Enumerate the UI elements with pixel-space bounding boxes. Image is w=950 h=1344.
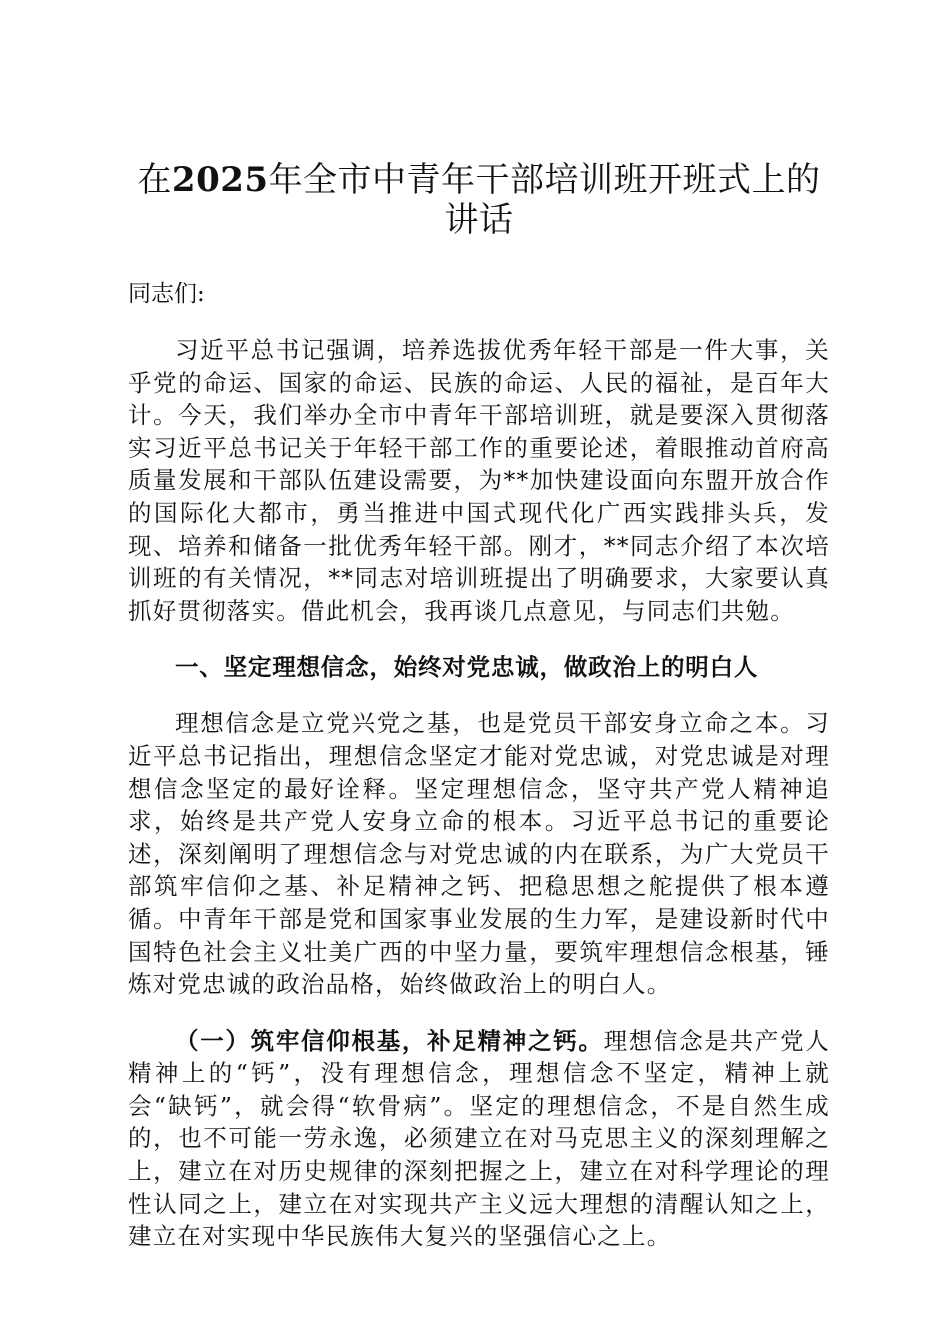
subsection-heading-1: （一）筑牢信仰根基，补足精神之钙。 bbox=[175, 1026, 604, 1055]
salutation: 同志们: bbox=[128, 281, 205, 307]
title-suffix: 年全市中青年干部培训班开班式上的讲话 bbox=[268, 160, 821, 240]
paragraph-section-1: 理想信念是立党兴党之基，也是党员干部安身立命之本。习近平总书记指出，理想信念坚定才能对党忠诚，对党忠诚是对理想信念坚定的最好诠释。坚定理想信念，坚守共产党人精神追求，始终是共产党人安身立命的根本。习近平总书记的重要论述，深刻阐明了理想信念与对党忠诚的内在联系，为广大党员干部筑牢信仰之基、补足精神之钙、把稳思想之舵提供了根本遵循。中青年干部是党和国家事业发展的生力军，是建设新时代中国特色社会主义壮美广西的中坚力量，要筑牢理想信念根基，锤炼对党忠诚的政治品格，始终做政治上的明白人。 bbox=[128, 709, 830, 999]
document-title bbox=[128, 160, 830, 240]
document-page bbox=[128, 160, 830, 1253]
section-heading-1: 一、坚定理想信念，始终对党忠诚，做政治上的明白人 bbox=[175, 653, 759, 682]
title-year: 2025 bbox=[171, 160, 269, 200]
subsection-body-1: 理想信念是共产党人精神上的“钙”，没有理想信念，理想信念不坚定，精神上就会“缺钙”，就会得“软骨病”。坚定的理想信念，不是自然生成的，也不可能一劳永逸，必须建立在对马克思主义的深刻理解之上，建立在对历史规律的深刻把握之上，建立在对科学理论的理性认同之上，建立在对实现共产主义远大理想的清醒认知之上，建立在对实现中华民族伟大复兴的坚强信心之上。 bbox=[128, 1026, 830, 1251]
paragraph-subsection-1 bbox=[128, 1025, 830, 1253]
title-prefix: 在 bbox=[137, 160, 172, 200]
paragraph-intro: 习近平总书记强调，培养选拔优秀年轻干部是一件大事，关乎党的命运、国家的命运、民族的命运、人民的福祉，是百年大计。今天，我们举办全市中青年干部培训班，就是要深入贯彻落实习近平总书记关于年轻干部工作的重要论述，着眼推动首府高质量发展和干部队伍建设需要，为**加快建设面向东盟开放合作的国际化大都市，勇当推进中国式现代化广西实践排头兵，发现、培养和储备一批优秀年轻干部。刚才，**同志介绍了本次培训班的有关情况，**同志对培训班提出了明确要求，大家要认真抓好贯彻落实。借此机会，我再谈几点意见，与同志们共勉。 bbox=[128, 336, 830, 625]
